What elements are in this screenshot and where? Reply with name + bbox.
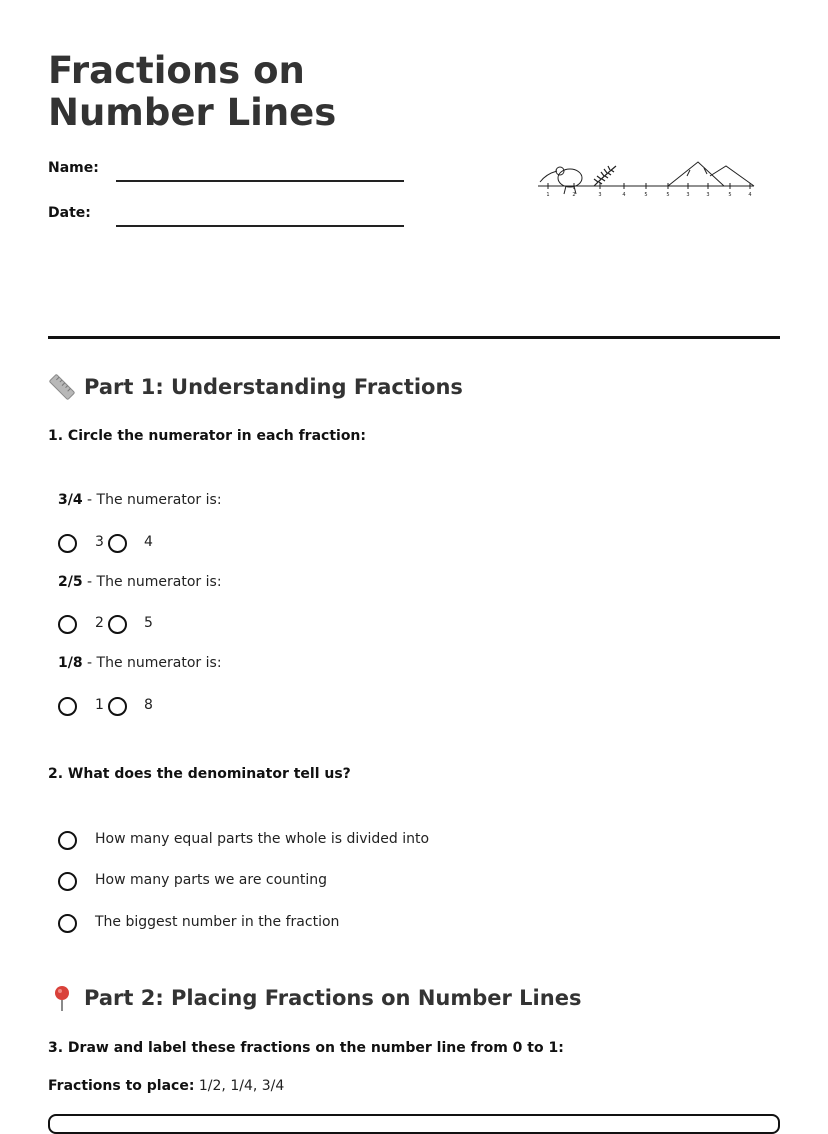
fraction-value: 1/8	[58, 655, 83, 671]
section-divider	[48, 336, 780, 339]
page-title: Fractions on Number Lines	[48, 49, 337, 134]
option-label: 1	[95, 697, 104, 713]
fraction-prompt: - The numerator is:	[82, 492, 222, 508]
answer-option-3[interactable]	[58, 912, 758, 936]
place-values: 1/2, 1/4, 3/4	[194, 1078, 285, 1094]
option-radio[interactable]	[58, 534, 77, 553]
option-label: The biggest number in the fraction	[95, 914, 340, 930]
option-label: 4	[144, 534, 153, 550]
tick-label: 5	[644, 192, 648, 198]
tick-label: 5	[666, 192, 670, 198]
name-label: Name:	[48, 160, 99, 176]
fraction-prompt: - The numerator is:	[82, 655, 222, 671]
part2-heading-text: Part 2: Placing Fractions on Number Lines	[84, 986, 582, 1010]
question-3: 3. Draw and label these fractions on the number line from 0 to 1:	[48, 1040, 564, 1056]
kiwi-number-line-illustration	[534, 156, 758, 204]
question-2: 2. What does the denominator tell us?	[48, 766, 351, 782]
fraction-value: 3/4	[58, 492, 83, 508]
option-label: 8	[144, 697, 153, 713]
tick-label: 4	[748, 192, 752, 198]
name-field-line[interactable]	[116, 180, 404, 182]
option-label: 5	[144, 615, 153, 631]
tick-label: 3	[686, 192, 690, 198]
fraction-item-3	[58, 655, 222, 671]
tick-label: 2	[572, 192, 576, 198]
option-radio[interactable]	[108, 615, 127, 634]
option-radio[interactable]	[58, 615, 77, 634]
option-label: 2	[95, 615, 104, 631]
mountains-icon	[668, 162, 754, 186]
part2-heading	[48, 984, 581, 1012]
tick-label: 5	[728, 192, 732, 198]
kiwi-icon	[540, 167, 582, 194]
option-radio[interactable]	[108, 697, 127, 716]
tick-label: 3	[598, 192, 602, 198]
pushpin-icon	[48, 984, 76, 1012]
fraction-item-1	[58, 492, 222, 508]
date-field-line[interactable]	[116, 225, 404, 227]
ruler-icon	[48, 373, 76, 401]
tick-label: 1	[546, 192, 550, 198]
option-radio[interactable]	[58, 697, 77, 716]
option-label: How many equal parts the whole is divided into	[95, 831, 430, 847]
question-1: 1. Circle the numerator in each fraction:	[48, 428, 367, 444]
option-radio[interactable]	[58, 914, 77, 933]
fractions-to-place	[48, 1078, 284, 1094]
fern-icon	[594, 166, 616, 186]
option-radio[interactable]	[58, 831, 77, 850]
option-radio[interactable]	[108, 534, 127, 553]
answer-option-2[interactable]	[58, 870, 758, 894]
option-label: How many parts we are counting	[95, 872, 328, 888]
part1-heading	[48, 373, 463, 401]
number-line-box[interactable]	[48, 1114, 780, 1134]
part1-heading-text: Part 1: Understanding Fractions	[84, 375, 463, 399]
date-label: Date:	[48, 205, 91, 221]
fraction-prompt: - The numerator is:	[82, 574, 222, 590]
place-label: Fractions to place:	[48, 1078, 195, 1094]
fraction-item-2	[58, 574, 222, 590]
option-label: 3	[95, 534, 104, 550]
tick-label: 4	[622, 192, 626, 198]
fraction-value: 2/5	[58, 574, 83, 590]
answer-option-1[interactable]	[58, 829, 758, 853]
option-radio[interactable]	[58, 872, 77, 891]
tick-label: 3	[706, 192, 710, 198]
